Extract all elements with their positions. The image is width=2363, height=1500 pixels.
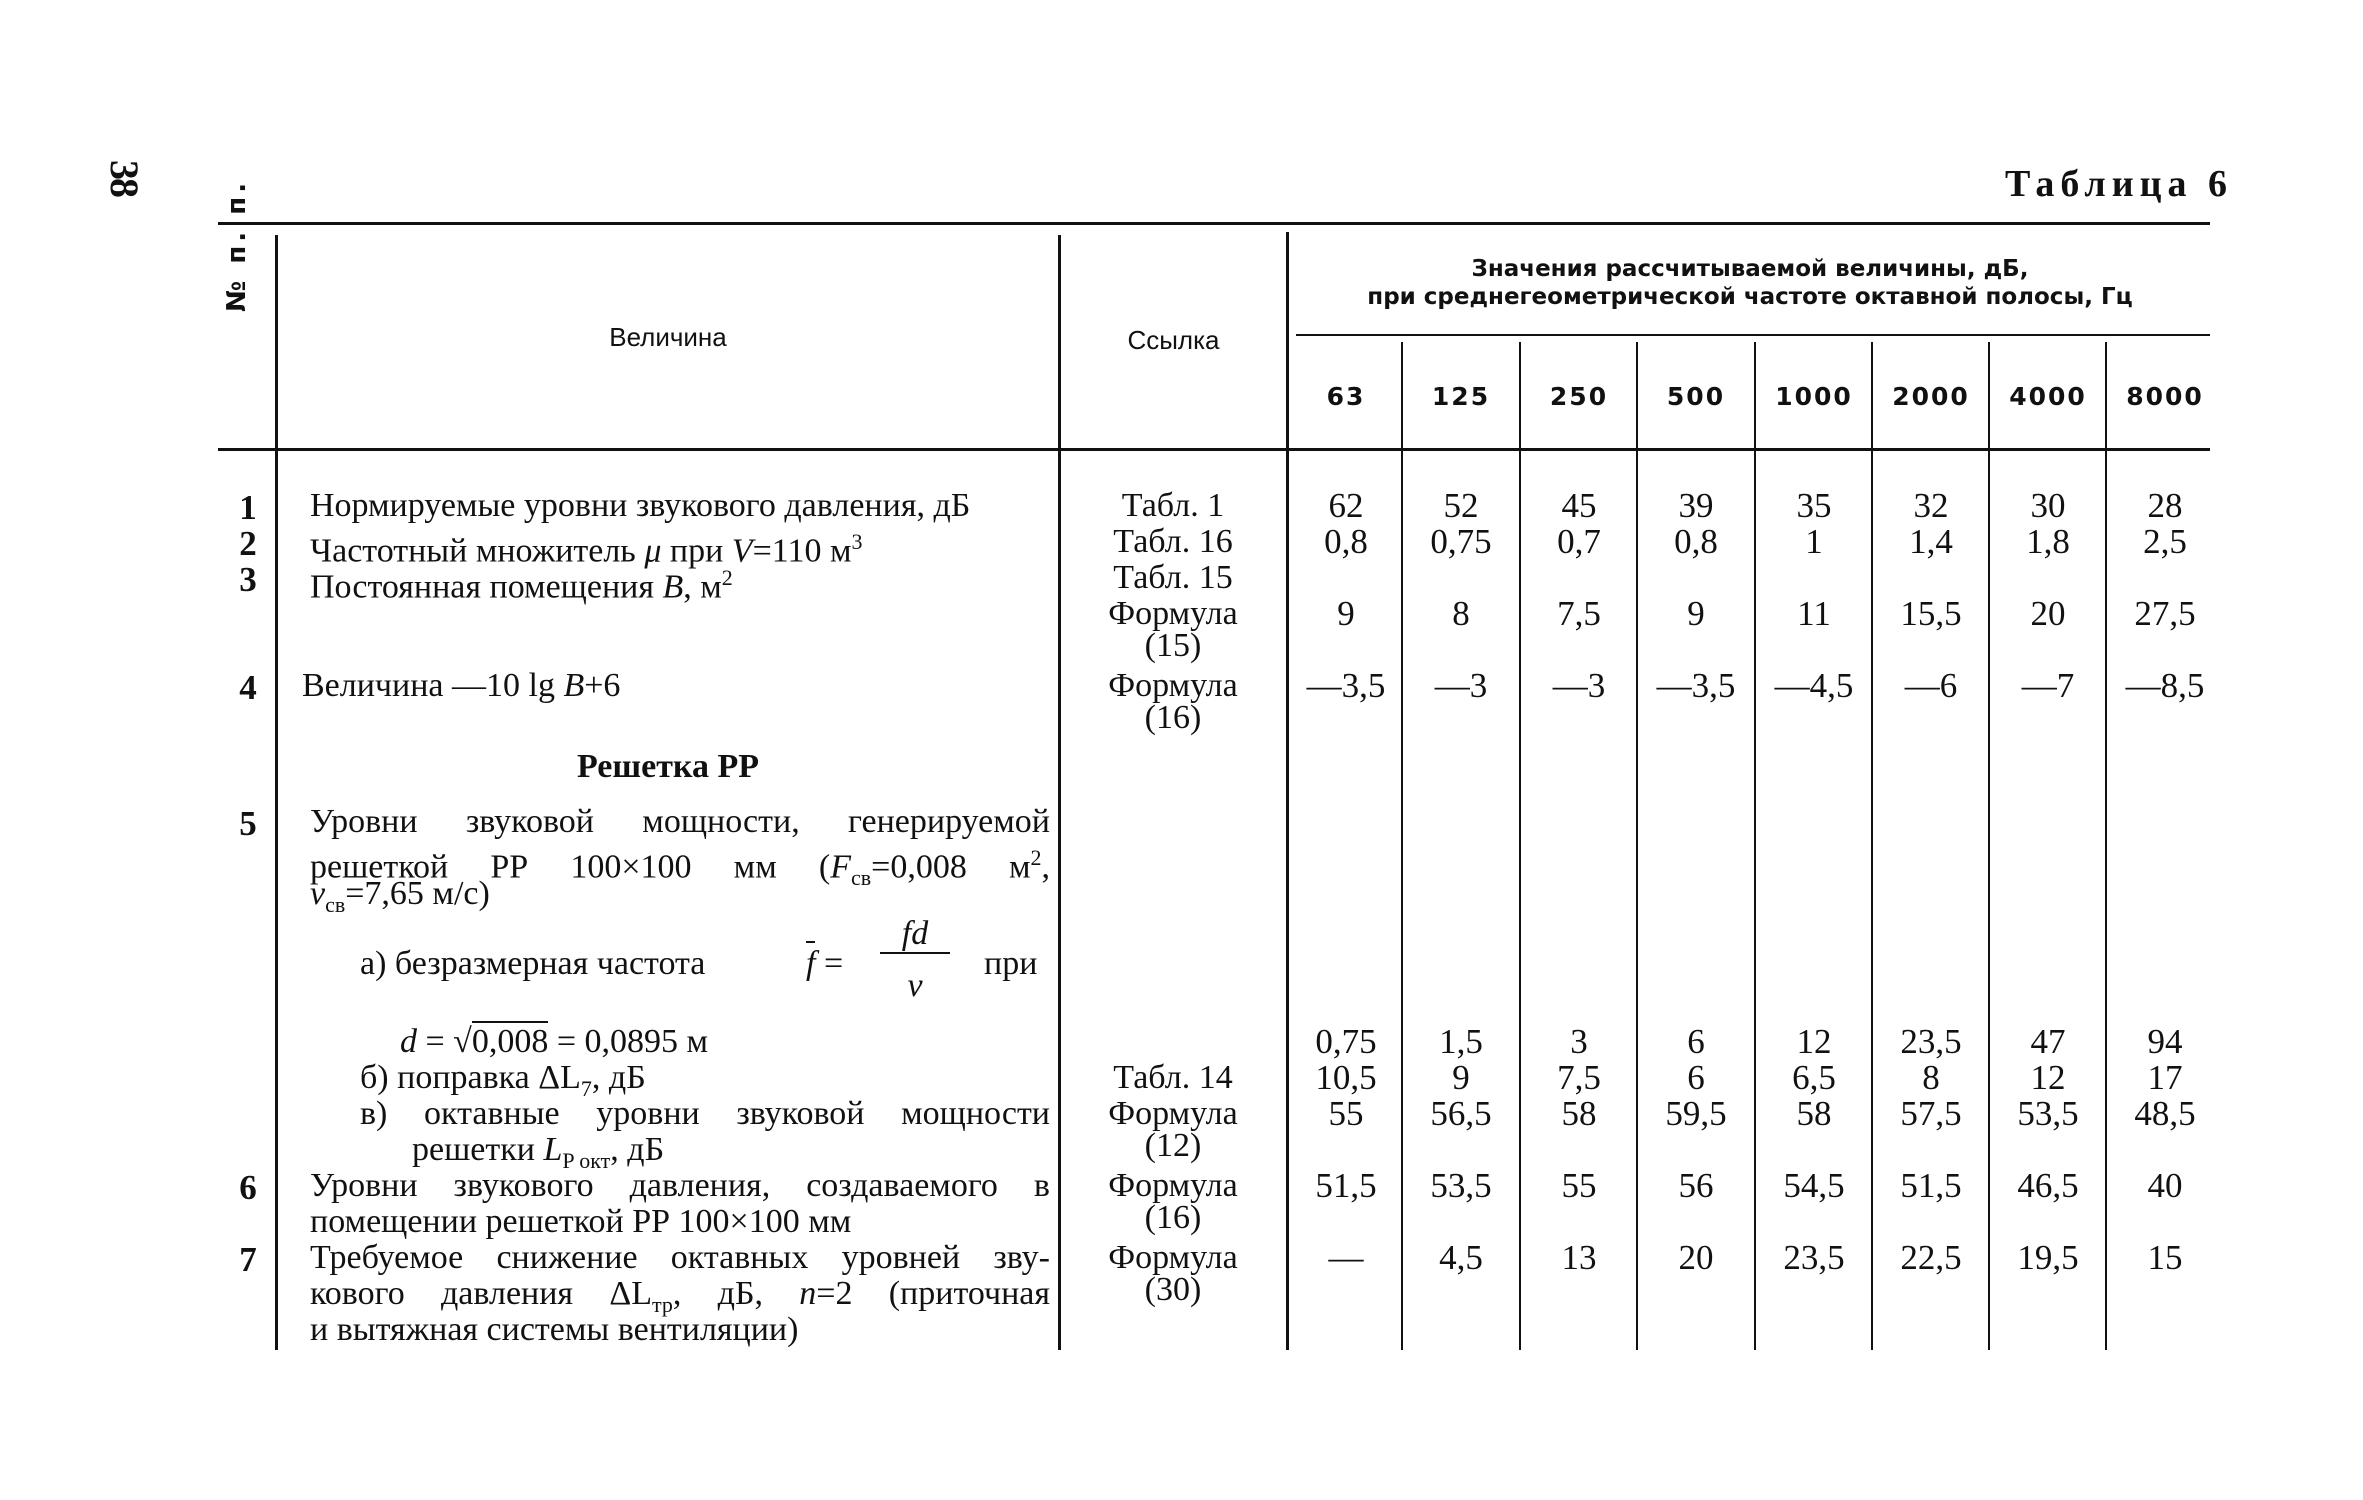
value-cell: 32	[1913, 486, 1949, 525]
value-cell: 8	[1452, 594, 1470, 633]
row-2-text: Частотный множитель μ при V=110 $м^3$	[310, 529, 863, 570]
value-cell: 28	[2147, 486, 2183, 525]
value-cell: 20	[1678, 1238, 1714, 1277]
value-cell: 1,8	[2026, 522, 2070, 561]
row-5a-label: а) безразмерная частота	[360, 945, 706, 982]
value-cell: 55	[1328, 1094, 1364, 1133]
value-cell: 40	[2147, 1166, 2183, 1205]
value-cell: 58	[1561, 1094, 1597, 1133]
row-3-ref: Табл. 15	[1113, 559, 1233, 596]
value-cell: 13	[1561, 1238, 1597, 1277]
value-cell: 20	[2030, 594, 2066, 633]
value-cell: 4,5	[1439, 1238, 1483, 1277]
value-cell: 48,5	[2134, 1094, 2196, 1133]
row-7-line3: и вытяжная системы вентиляции)	[310, 1311, 799, 1348]
row-5c-ref: Формула (12)	[1108, 1095, 1238, 1164]
value-cell: 22,5	[1900, 1238, 1962, 1277]
value-cell: 1,4	[1909, 522, 1953, 561]
value-cell: 17	[2147, 1058, 2183, 1097]
freq-2000: 2000	[1892, 382, 1970, 411]
row-5-line2: решеткой РР 100×100 мм ($F_{св}=0,008$ $м^2$,	[310, 845, 1050, 891]
row-2-number: 2	[239, 524, 257, 563]
value-cell: 46,5	[2017, 1166, 2079, 1205]
value-cell: 15	[2147, 1238, 2183, 1277]
row-6-number: 6	[239, 1168, 257, 1207]
value-cell: 62	[1328, 486, 1364, 525]
row-1-ref: Табл. 1	[1121, 487, 1225, 524]
row-6-ref: Формула (16)	[1108, 1167, 1238, 1236]
value-cell: 23,5	[1900, 1022, 1962, 1061]
value-cell: 1,5	[1439, 1022, 1483, 1061]
value-cell: 59,5	[1665, 1094, 1727, 1133]
row-3-text: Постоянная помещения B, $м^2$	[310, 565, 733, 606]
value-cell: 53,5	[1430, 1166, 1492, 1205]
col-no-header: № п. п.	[222, 178, 252, 312]
row-5-line1: Уровни звуковой мощности, генерируемой	[310, 803, 1050, 840]
row-1-number: 1	[239, 488, 257, 527]
row-5c-line2: решетки $L_{P окт}$, дБ	[412, 1131, 665, 1173]
value-cell: 9	[1337, 594, 1355, 633]
row-7-line2: кового давления $\Delta L_{тр}$, дБ, n=2 (приточная	[310, 1275, 1051, 1317]
value-cell: 10,5	[1315, 1058, 1377, 1097]
value-cell: 55	[1561, 1166, 1597, 1205]
row-5-number: 5	[239, 804, 257, 843]
freq-250: 250	[1549, 382, 1609, 411]
value-cell: 57,5	[1900, 1094, 1962, 1133]
value-cell: 0,8	[1674, 522, 1718, 561]
row-7-number: 7	[239, 1240, 257, 1279]
row-4-number: 4	[239, 668, 257, 707]
value-cell: 53,5	[2017, 1094, 2079, 1133]
value-cell: 47	[2030, 1022, 2066, 1061]
values-title-line2: при среднегеометрической частоте октавной полосы, Гц	[1367, 284, 2133, 310]
page-number: 38	[102, 160, 147, 196]
value-cell: 0,75	[1315, 1022, 1377, 1061]
value-cell: 0,75	[1430, 522, 1492, 561]
value-cell: 2,5	[2143, 522, 2187, 561]
value-cell: 39	[1678, 486, 1714, 525]
value-cell: 7,5	[1557, 1058, 1601, 1097]
value-cell: 27,5	[2134, 594, 2196, 633]
value-cell: 7,5	[1557, 594, 1601, 633]
freq-1000: 1000	[1775, 382, 1853, 411]
value-cell: 54,5	[1783, 1166, 1845, 1205]
row-4-ref: Формула (16)	[1108, 667, 1238, 736]
value-cell: 12	[2030, 1058, 2066, 1097]
value-cell: —4,5	[1774, 666, 1854, 705]
row-7-line1: Требуемое снижение октавных уровней зву-	[310, 1239, 1050, 1276]
row-5a-tail: при	[984, 945, 1038, 982]
row-5b-ref: Табл. 14	[1113, 1059, 1233, 1096]
value-cell: 3	[1570, 1022, 1588, 1061]
row-2-ref: Табл. 16	[1113, 523, 1233, 560]
row-6-line1: Уровни звукового давления, создаваемого в	[310, 1167, 1050, 1204]
value-cell: 51,5	[1315, 1166, 1377, 1205]
value-cell: —7	[2021, 666, 2075, 705]
value-cell: —3,5	[1306, 666, 1386, 705]
col-quantity-header: Величина	[609, 322, 727, 352]
value-cell: 6,5	[1792, 1058, 1836, 1097]
row-6-line2: помещении решеткой РР 100×100 мм	[310, 1203, 852, 1240]
value-cell: 0,7	[1557, 522, 1601, 561]
value-cell: 56	[1678, 1166, 1714, 1205]
row-3-ref2: Формула (15)	[1108, 595, 1238, 664]
row-4-text: Величина —10 lg B+6	[302, 667, 621, 704]
col-divider-no	[275, 235, 278, 1350]
row-7-ref: Формула (30)	[1108, 1239, 1238, 1308]
value-cell: 9	[1452, 1058, 1470, 1097]
value-cell: 15,5	[1900, 594, 1962, 633]
row-1-text: Нормируемые уровни звукового давления, дБ	[310, 487, 971, 524]
value-cell: 12	[1796, 1022, 1832, 1061]
f-bar-symbol: f =	[806, 946, 843, 982]
top-rule	[218, 222, 2210, 225]
freq-500: 500	[1666, 382, 1726, 411]
row-3-number: 3	[239, 560, 257, 599]
col-reference-header: Ссылка	[1127, 325, 1220, 355]
value-cell: 94	[2147, 1022, 2183, 1061]
value-cell: 6	[1687, 1058, 1705, 1097]
value-cell: 23,5	[1783, 1238, 1845, 1277]
row-5-line3: $v_{св}=7,65$ м/с)	[310, 875, 490, 917]
value-cell: 6	[1687, 1022, 1705, 1061]
value-cell: 35	[1796, 486, 1832, 525]
freq-125: 125	[1431, 382, 1491, 411]
row-5c-line1: в) октавные уровни звуковой мощности	[360, 1095, 1050, 1132]
value-cell: 0,8	[1324, 522, 1368, 561]
freq-8000: 8000	[2126, 382, 2204, 411]
table-label: Таблица 6	[2004, 163, 2233, 205]
value-cell: 1	[1805, 522, 1823, 561]
value-cell: 51,5	[1900, 1166, 1962, 1205]
value-cell: 11	[1797, 594, 1831, 633]
freq-63: 63	[1326, 382, 1366, 411]
value-cell: 9	[1687, 594, 1705, 633]
d-formula: d = √0,008 = 0,0895 м	[400, 1023, 709, 1060]
freq-header-rule	[1296, 334, 2210, 336]
value-cell: 8	[1922, 1058, 1940, 1097]
value-cell: —6	[1904, 666, 1958, 705]
freq-4000: 4000	[2009, 382, 2087, 411]
values-title-line1: Значения рассчитываемой величины, дБ,	[1471, 256, 2029, 282]
value-cell: 58	[1796, 1094, 1832, 1133]
value-cell: 30	[2030, 486, 2066, 525]
header-bottom-rule	[218, 448, 2210, 451]
value-cell: —3	[1552, 666, 1606, 705]
row-5b-text: б) поправка $\Delta L_7$, дБ	[360, 1059, 646, 1101]
section-subheading: Решетка РР	[576, 748, 760, 785]
value-cell: 52	[1443, 486, 1479, 525]
value-cell: —8,5	[2125, 666, 2205, 705]
value-cell: —3,5	[1656, 666, 1736, 705]
value-cell: 45	[1561, 486, 1597, 525]
value-cell: 56,5	[1430, 1094, 1492, 1133]
value-cell: —	[1328, 1238, 1364, 1277]
value-cell: 19,5	[2017, 1238, 2079, 1277]
value-cell: —3	[1434, 666, 1488, 705]
fraction-denominator: v	[907, 967, 923, 1004]
fraction-numerator: fd	[880, 916, 950, 954]
